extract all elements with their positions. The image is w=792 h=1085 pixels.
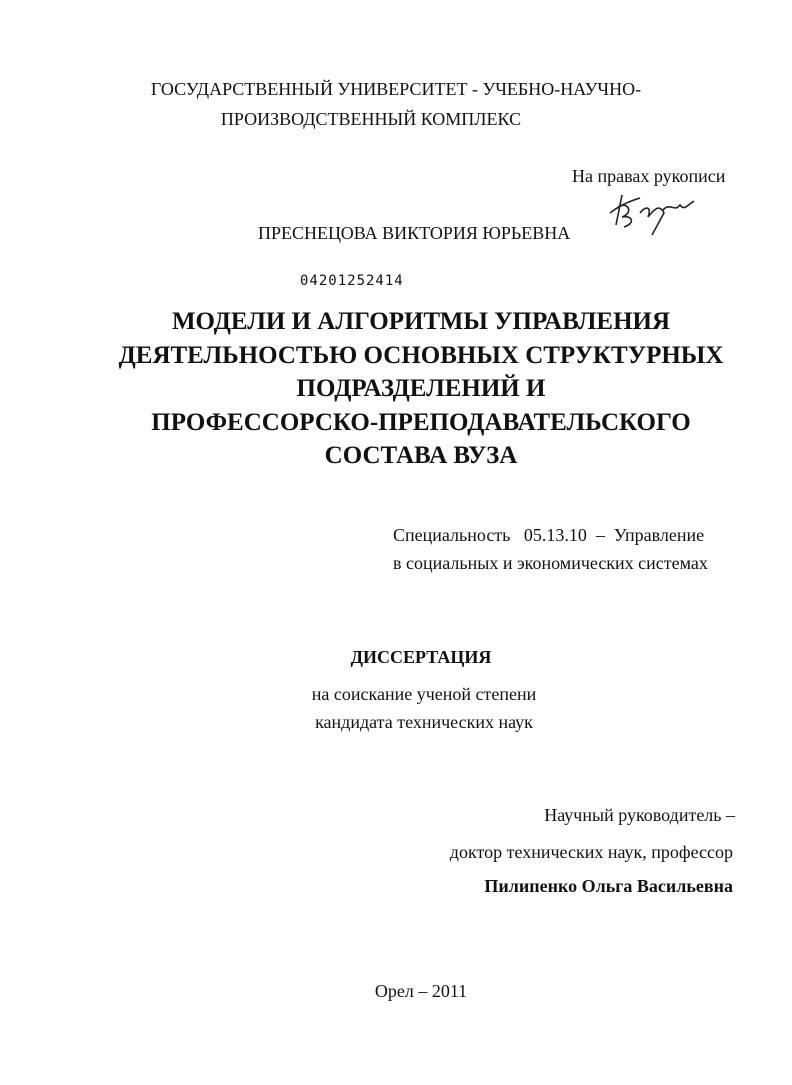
dissertation-title	[0, 305, 792, 473]
author-name: ПРЕСНЕЦОВА ВИКТОРИЯ ЮРЬЕВНА	[258, 223, 571, 243]
title-line: ПОДРАЗДЕЛЕНИЙ И	[296, 375, 546, 402]
institution-line-1: ГОСУДАРСТВЕННЫЙ УНИВЕРСИТЕТ - УЧЕБНО-НАУЧНО-	[150, 79, 642, 99]
supervisor-title: доктор технических наук, профессор	[449, 842, 733, 862]
supervisor-label: Научный руководитель –	[544, 805, 735, 825]
degree-line-2: кандидата технических наук	[315, 712, 533, 732]
supervisor-name: Пилипенко Ольга Васильевна	[484, 876, 733, 896]
title-line: СОСТАВА ВУЗА	[324, 442, 518, 469]
place-year: Орел – 2011	[374, 981, 468, 1001]
manuscript-rights: На правах рукописи	[572, 166, 726, 186]
title-line: МОДЕЛИ И АЛГОРИТМЫ УПРАВЛЕНИЯ	[171, 308, 671, 335]
specialty-line-2: в социальных и экономических системах	[393, 553, 708, 573]
title-line: ДЕЯТЕЛЬНОСТЬЮ ОСНОВНЫХ СТРУКТУРНЫХ	[118, 341, 724, 369]
work-type: ДИССЕРТАЦИЯ	[350, 647, 492, 667]
specialty-line-1: Специальность 05.13.10 – Управление	[393, 525, 705, 545]
document-number: 04201252414	[300, 273, 404, 289]
degree-line-1: на соискание ученой степени	[311, 684, 537, 704]
institution-line-2: ПРОИЗВОДСТВЕННЫЙ КОМПЛЕКС	[220, 109, 522, 129]
title-line: ПРОФЕССОРСКО-ПРЕПОДАВАТЕЛЬСКОГО	[151, 408, 691, 436]
signature	[600, 183, 705, 238]
